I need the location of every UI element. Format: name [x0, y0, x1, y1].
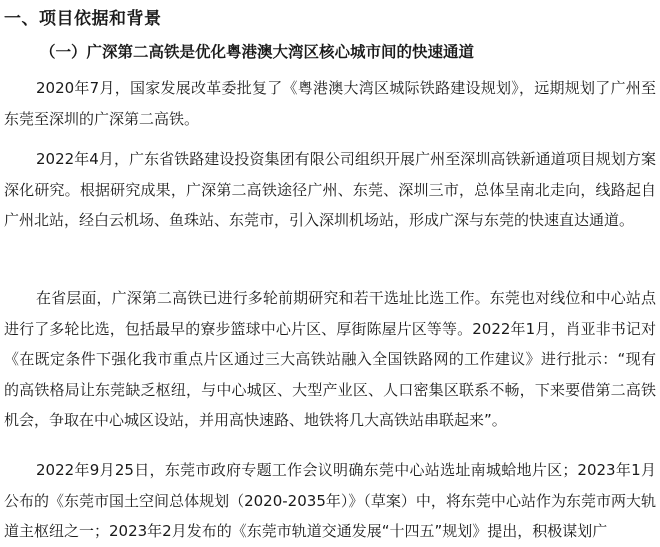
section-heading: 一、项目依据和背景 [4, 9, 162, 29]
paragraph: 在省层面，广深第二高铁已进行多轮前期研究和若干选址比选工作。东莞也对线位和中心站点进行了多轮比选，包括最早的寮步篮球中心片区、厚街陈屋片区等等。2022年1月，肖亚非书记对《在既定条件下强化我市重点片区通过三大高铁站融入全国铁路网的工作建议》进行批示：“现有的高铁格局让东莞缺乏枢纽，与中心城区、大型产业区、人口密集区联系不畅，下来要借第二高铁机会，争取在中心城区设站，并用高快速路、地铁将几大高铁站串联起来”。 [4, 289, 656, 429]
paragraph: 2020年7月，国家发展改革委批复了《粤港澳大湾区城际铁路建设规划》，远期规划了广州至东莞至深圳的广深第二高铁。 [4, 79, 656, 128]
paragraph: 2022年9月25日，东莞市政府专题工作会议明确东莞中心站选址南城蛤地片区；2023年1月公布的《东莞市国土空间总体规划（2020-2035年）》（草案）中，将东莞中心站作为东莞市两大轨道主枢纽之一；2023年2月发布的《东莞市轨道交通发展“十四五”规划》提出，积极谋划广 [4, 461, 656, 540]
subsection-heading: （一）广深第二高铁是优化粤港澳大湾区核心城市间的快速通道 [40, 43, 475, 61]
paragraph: 2022年4月，广东省铁路建设投资集团有限公司组织开展广州至深圳高铁新通道项目规划方案深化研究。根据研究成果，广深第二高铁途径广州、东莞、深圳三市，总体呈南北走向，线路起自广州北站，经白云机场、鱼珠站、东莞市，引入深圳机场站，形成广深与东莞的快速直达通道。 [4, 150, 656, 229]
